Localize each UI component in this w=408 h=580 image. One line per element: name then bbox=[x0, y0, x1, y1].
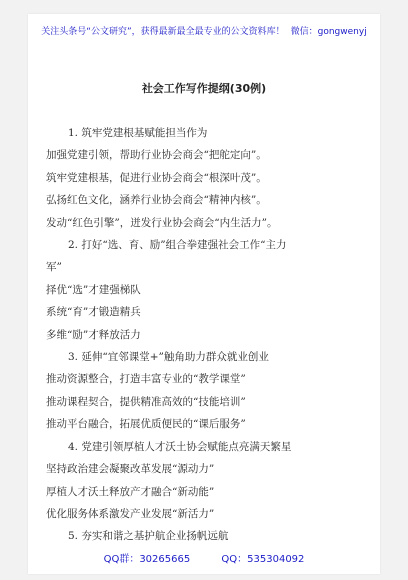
body-line: 厚植人才沃土释放产才融合“新动能” bbox=[46, 485, 215, 498]
footer-qq-number: QQ：535304092 bbox=[221, 554, 305, 565]
section-heading-2-continued: 军” bbox=[46, 261, 62, 274]
section-heading-2: 2. 打好“选、育、励”组合拳建强社会工作“主力 bbox=[68, 239, 287, 252]
body-line: 推动资源整合，打造丰富专业的“教学课堂” bbox=[46, 373, 246, 386]
document-body bbox=[46, 122, 364, 548]
page-header bbox=[38, 24, 370, 37]
section-heading-3: 3. 延伸“宜邻课堂+”触角助力群众就业创业 bbox=[68, 351, 269, 364]
body-line: 系统“育”才锻造精兵 bbox=[46, 306, 141, 319]
body-line: 坚持政治建会凝聚改革发展“源动力” bbox=[46, 463, 215, 476]
body-line: 择优“选”才建强梯队 bbox=[46, 283, 141, 296]
page-footer bbox=[28, 550, 380, 565]
body-line: 加强党建引领，帮助行业协会商会“把舵定向”。 bbox=[46, 149, 267, 162]
body-line: 推动平台融合，拓展优质便民的“课后服务” bbox=[46, 418, 246, 431]
document-page bbox=[28, 14, 380, 574]
body-line: 多维“励”才释放活力 bbox=[46, 328, 141, 341]
document-title: 社会工作写作提纲(30例) bbox=[141, 82, 267, 95]
body-line: 弘扬红色文化，涵养行业协会商会“精神内核”。 bbox=[46, 194, 267, 207]
body-line: 推动课程契合，提供精准高效的“技能培训” bbox=[46, 395, 246, 408]
body-line: 优化服务体系激发产业发展“新活力” bbox=[46, 507, 215, 520]
header-promo-text: 关注头条号“公文研究”，获得最新最全最专业的公文资料库！ bbox=[41, 27, 285, 37]
section-heading-5: 5. 夯实和谐之基护航企业扬帆远航 bbox=[68, 530, 229, 543]
footer-qq-group: QQ群：30265665 bbox=[103, 554, 191, 565]
section-heading-1: 1. 筑牢党建根基赋能担当作为 bbox=[68, 127, 208, 139]
section-heading-4: 4. 党建引领厚植人才沃土协会赋能点亮满天繁星 bbox=[68, 440, 292, 453]
body-line: 筑牢党建根基，促进行业协会商会“根深叶茂”。 bbox=[46, 171, 267, 184]
header-wechat-text: 微信：gongwenyj bbox=[290, 27, 367, 37]
body-line: 发动“红色引擎”，迸发行业协会商会“内生活力”。 bbox=[46, 216, 278, 229]
